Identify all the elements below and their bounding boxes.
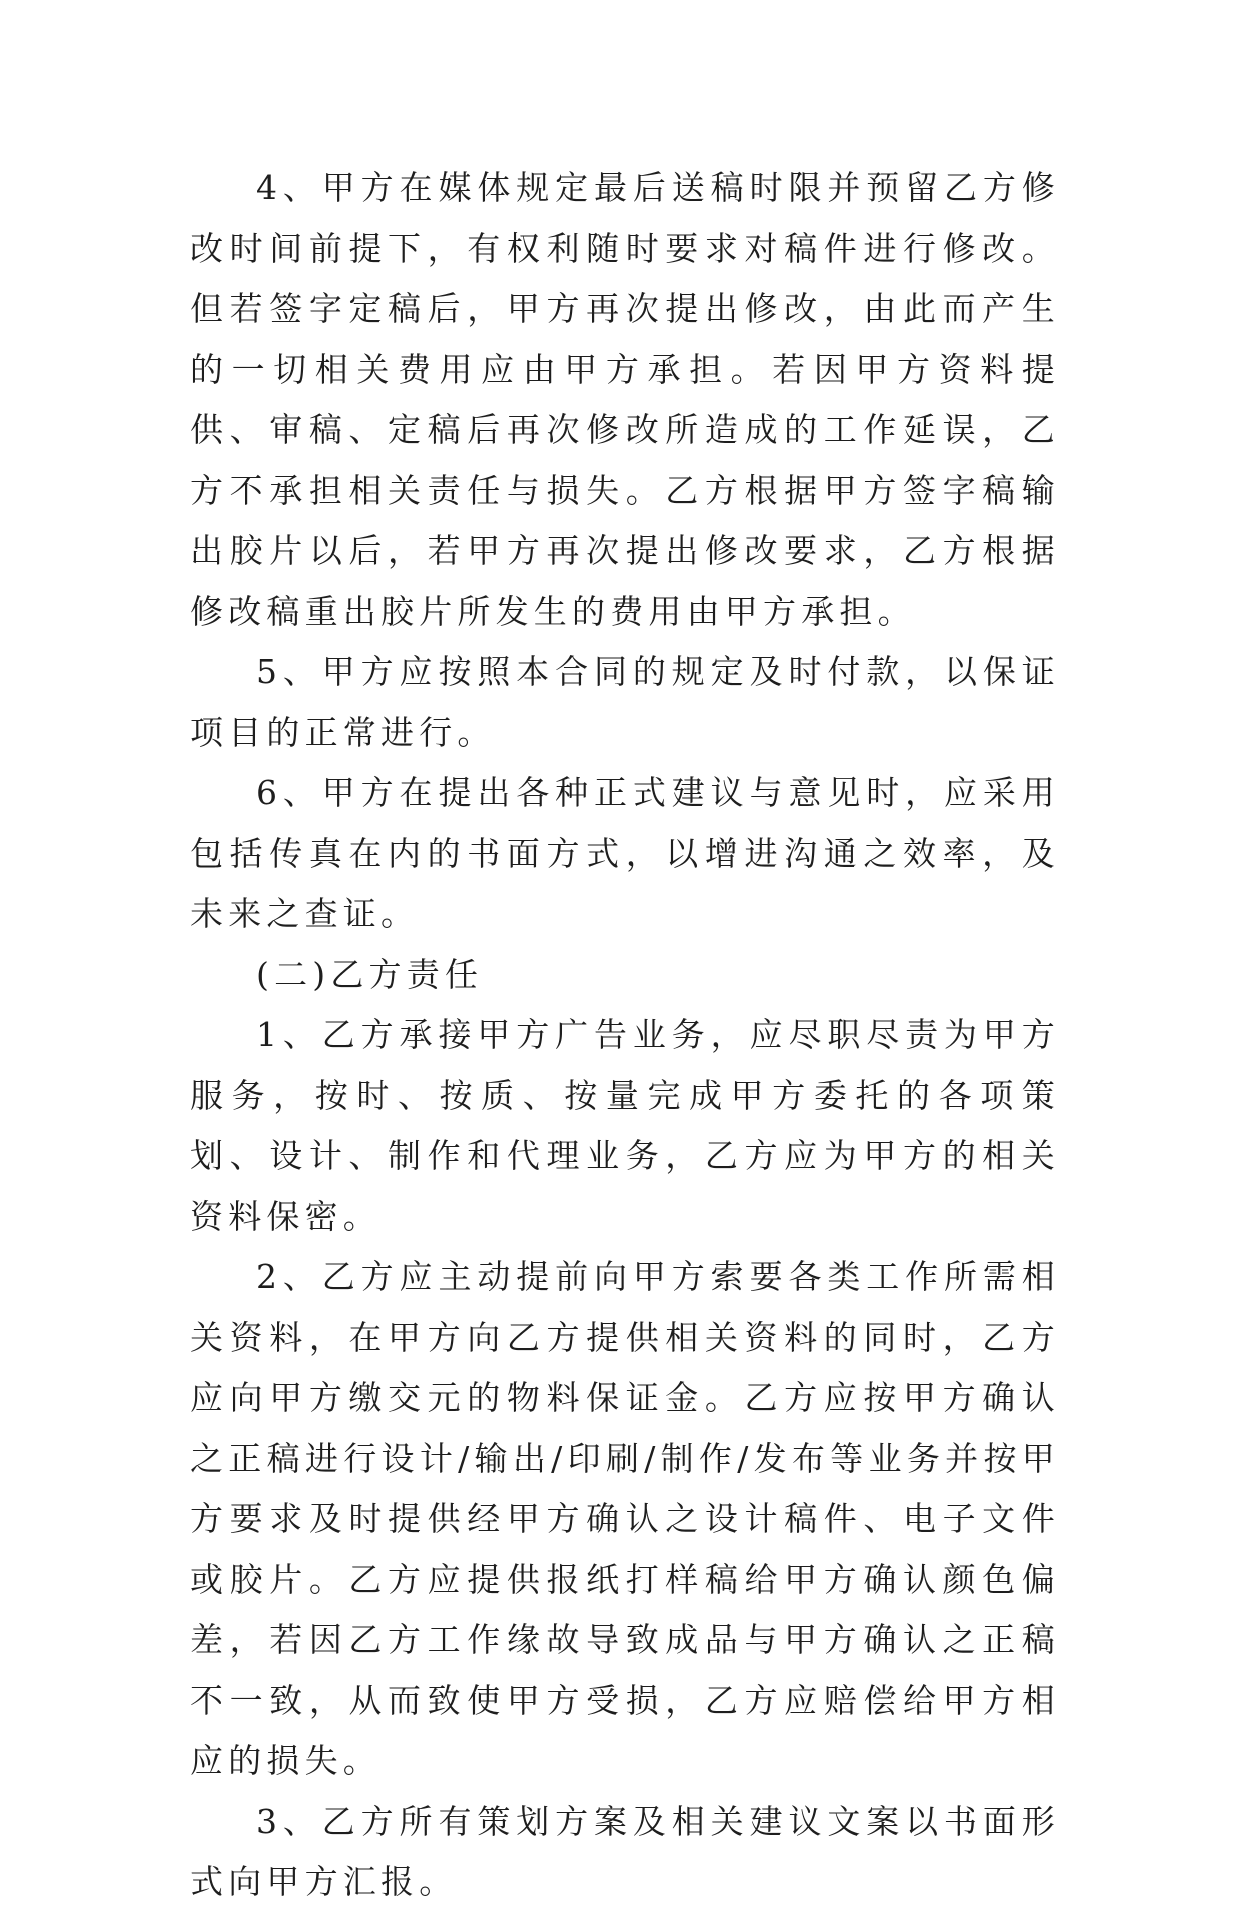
document-body [190,158,1060,1913]
paragraph-party-b-item-3: 3、乙方所有策划方案及相关建议文案以书面形式向甲方汇报。 [190,1801,1060,1901]
paragraph-party-b-item-2: 2、乙方应主动提前向甲方索要各类工作所需相关资料，在甲方向乙方提供相关资料的同时，乙方应向甲方缴交元的物料保证金。乙方应按甲方确认之正稿进行设计/输出/印刷/制作/发布等业务并按甲方要求及时提供经甲方确认之设计稿件、电子文件或胶片。乙方应提供报纸打样稿给甲方确认颜色偏差，若因乙方工作缘故导致成品与甲方确认之正稿不一致，从而致使甲方受损，乙方应赔偿给甲方相应的损失。 [190,1257,1060,1780]
paragraph-party-a-item-4: 4、甲方在媒体规定最后送稿时限并预留乙方修改时间前提下，有权利随时要求对稿件进行修改。但若签字定稿后，甲方再次提出修改，由此而产生的一切相关费用应由甲方承担。若因甲方资料提供、审稿、定稿后再次修改所造成的工作延误，乙方不承担相关责任与损失。乙方根据甲方签字稿输出胶片以后，若甲方再次提出修改要求，乙方根据修改稿重出胶片所发生的费用由甲方承担。 [190,168,1060,631]
paragraph-party-a-item-5: 5、甲方应按照本合同的规定及时付款，以保证项目的正常进行。 [190,652,1060,752]
section-heading-party-b: (二)乙方责任 [256,954,484,994]
paragraph-party-a-item-6: 6、甲方在提出各种正式建议与意见时，应采用包括传真在内的书面方式，以增进沟通之效率，及未来之查证。 [190,773,1060,933]
paragraph-party-b-item-1: 1、乙方承接甲方广告业务，应尽职尽责为甲方服务，按时、按质、按量完成甲方委托的各项策划、设计、制作和代理业务，乙方应为甲方的相关资料保密。 [190,1015,1060,1236]
